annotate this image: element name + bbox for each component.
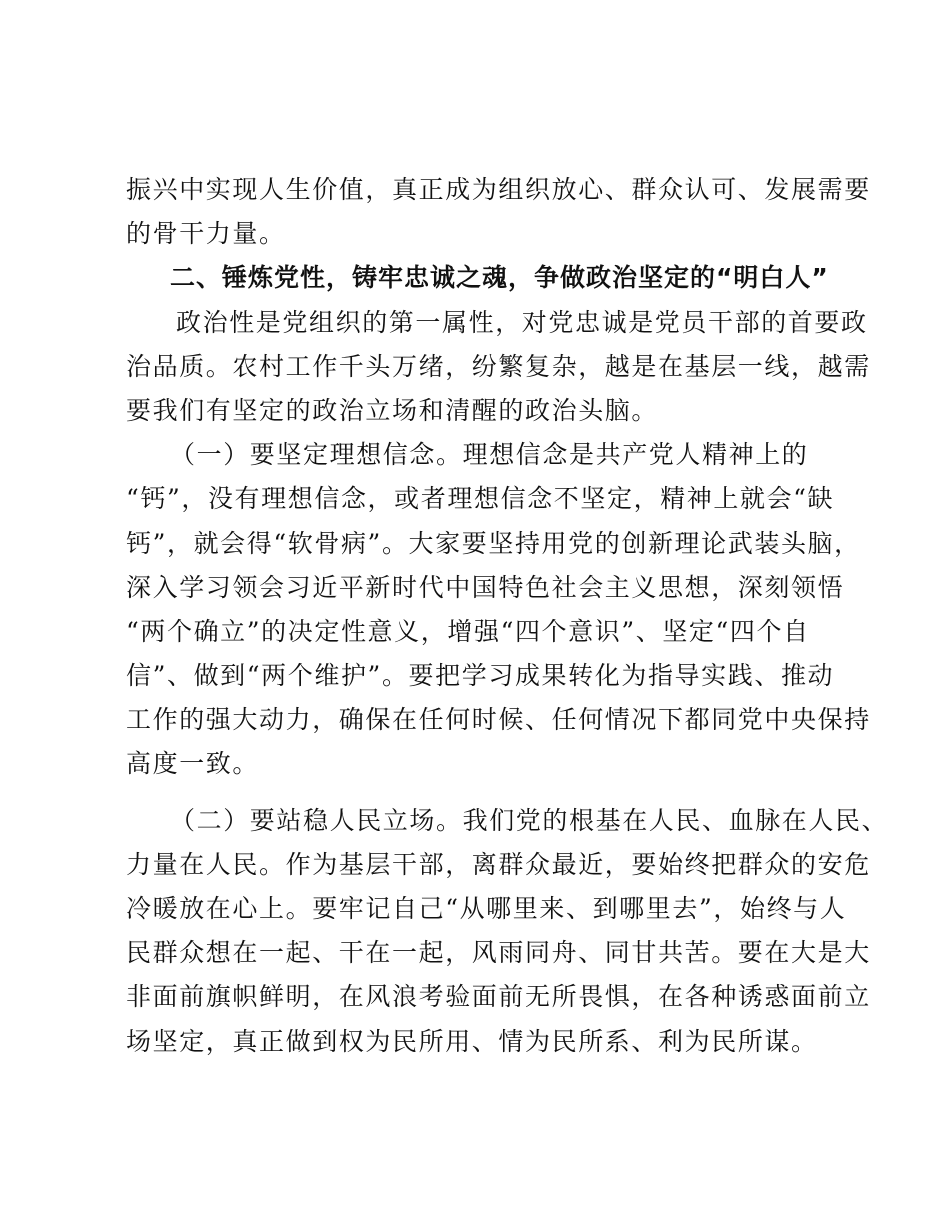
body-line: 民群众想在一起、干在一起，风雨同舟、同甘共苦。要在大是大	[126, 938, 871, 968]
body-line: “两个确立”的决定性意义，增强“四个意识”、坚定“四个自	[126, 616, 810, 646]
body-line: 钙”，就会得“软骨病”。大家要坚持用党的创新理论武装头脑，	[126, 528, 861, 558]
body-line: 冷暖放在心上。要牢记自己“从哪里来、到哪里去”，始终与人	[126, 894, 847, 923]
body-line: 工作的强大动力，确保在任何时候、任何情况下都同党中央保持	[126, 705, 871, 735]
body-text: 理想信念是共产党人精神上的	[462, 440, 809, 470]
body-line: 要我们有坚定的政治立场和清醒的政治头脑。	[126, 395, 659, 425]
subsection-first-line	[126, 433, 828, 477]
subsection-lead: （二）要站稳人民立场。	[170, 805, 463, 835]
body-line: 力量在人民。作为基层干部，离群众最近，要始终把群众的安危	[126, 849, 871, 879]
body-line: 信”、做到“两个维护”。要把学习成果转化为指导实践、推动	[126, 661, 835, 691]
body-line: 非面前旗帜鲜明，在风浪考验面前无所畏惧，在各种诱惑面前立	[126, 982, 871, 1012]
body-line: 振兴中实现人生价值，真正成为组织放心、群众认可、发展需要	[126, 175, 871, 204]
body-line: 深入学习领会习近平新时代中国特色社会主义思想，深刻领悟	[126, 572, 845, 602]
body-text: 我们党的根基在人民、血脉在人民、	[462, 805, 889, 835]
body-line: 场坚定，真正做到权为民所用、情为民所系、利为民所谋。	[126, 1026, 818, 1056]
subsection-first-line	[126, 799, 889, 843]
section-heading: 二、锤炼党性，铸牢忠诚之魂，争做政治坚定的“明白人”	[170, 263, 829, 293]
paragraph-gap	[126, 787, 828, 799]
document-body	[126, 168, 889, 1064]
body-line: 政治性是党组织的第一属性，对党忠诚是党员干部的首要政	[176, 307, 868, 337]
body-line: “钙”，没有理想信念，或者理想信念不坚定，精神上就会“缺	[126, 484, 835, 514]
body-line: 的骨干力量。	[126, 219, 286, 249]
body-line: 高度一致。	[126, 749, 260, 779]
body-line: 治品质。农村工作千头万绪，纷繁复杂，越是在基层一线，越需	[126, 351, 871, 381]
subsection-lead: （一）要坚定理想信念。	[170, 440, 463, 470]
